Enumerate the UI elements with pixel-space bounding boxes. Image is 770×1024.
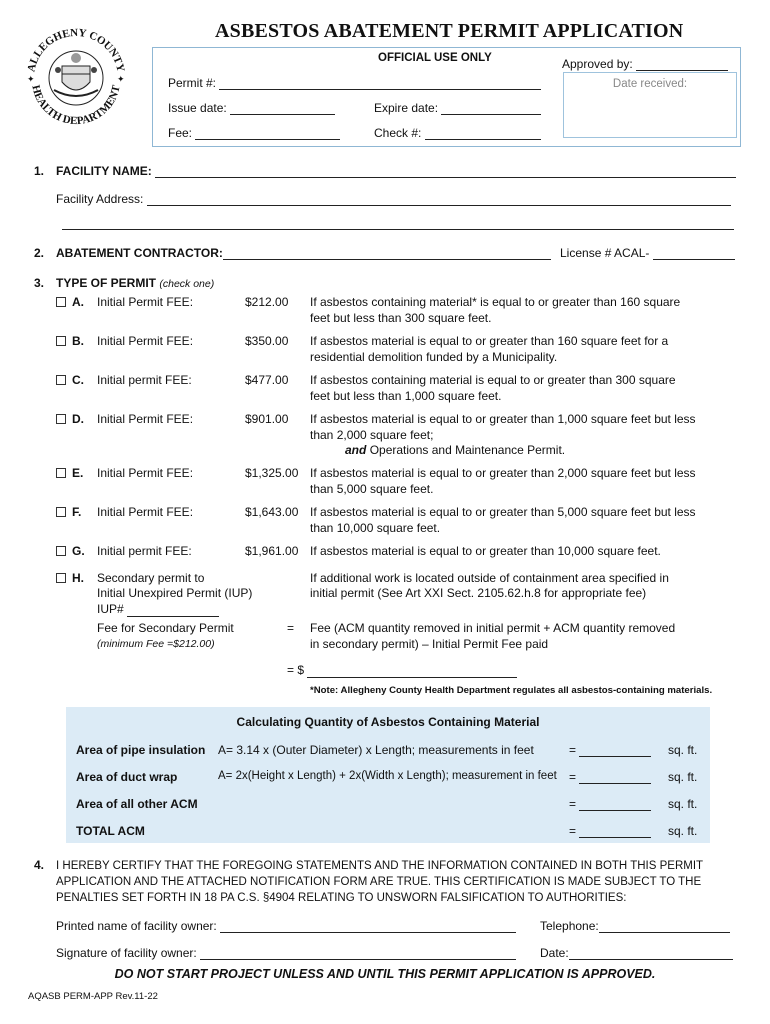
option-a-desc-2: feet but less than 300 square feet. (310, 311, 492, 325)
secondary-total-field[interactable] (307, 677, 517, 678)
date-label: Date: (540, 946, 569, 960)
option-e-checkbox-row[interactable] (56, 465, 83, 481)
date-field[interactable] (569, 959, 733, 960)
section-1-number: 1. (34, 164, 45, 178)
option-e-label: Initial Permit FEE: (97, 466, 194, 480)
option-e-fee: $1,325.00 (245, 466, 299, 480)
certify-line-1: I HEREBY CERTIFY THAT THE FOREGOING STATEMENTS AND THE INFORMATION CONTAINED IN BOTH THIS PERMIT (56, 860, 704, 872)
option-d-checkbox-row[interactable] (56, 411, 84, 427)
option-d-label: Initial Permit FEE: (97, 412, 194, 426)
permit-number-label: Permit #: (168, 76, 217, 90)
check-number-field[interactable] (425, 139, 541, 140)
fee-label: Fee: (168, 126, 193, 140)
secondary-fee-label: Fee for Secondary Permit (97, 621, 234, 635)
approved-by-label: Approved by: (562, 57, 633, 71)
facility-address-label: Facility Address: (56, 192, 144, 206)
total-acm-label: TOTAL ACM (76, 824, 145, 838)
check-number-label: Check #: (374, 126, 422, 140)
approved-by-field[interactable] (636, 70, 728, 71)
option-f-checkbox-row[interactable] (56, 504, 81, 520)
option-d-fee: $901.00 (245, 412, 289, 426)
total-acm-unit: sq. ft. (668, 824, 698, 838)
option-b-desc-1: If asbestos material is equal to or greater than 160 square feet for a (310, 334, 669, 348)
pipe-insulation-formula: A= 3.14 x (Outer Diameter) x Length; measurements in feet (218, 743, 534, 757)
date-received-label: Date received: (612, 78, 688, 90)
duct-wrap-equals: = (569, 770, 577, 784)
iup-field[interactable] (127, 616, 219, 617)
minimum-fee-note: (minimum Fee =$212.00) (97, 638, 215, 650)
option-c-letter: C. (72, 373, 84, 387)
option-h-checkbox[interactable] (56, 573, 66, 583)
total-acm-equals: = (569, 824, 577, 838)
duct-wrap-field[interactable] (579, 783, 651, 784)
issue-date-field[interactable] (230, 114, 335, 115)
section-3-number: 3. (34, 276, 45, 290)
printed-name-label: Printed name of facility owner: (56, 919, 217, 933)
option-f-desc-2: than 10,000 square feet. (310, 521, 441, 535)
option-c-desc-1: If asbestos containing material is equal to or greater than 300 square (310, 373, 676, 387)
signature-field[interactable] (200, 959, 516, 960)
section-2-number: 2. (34, 246, 45, 260)
option-b-checkbox-row[interactable] (56, 333, 84, 349)
seal-top-text: ALLEGHENY COUNTY (25, 26, 127, 74)
option-h-line-2: Initial Unexpired Permit (IUP) (97, 586, 253, 600)
option-e-desc-1: If asbestos material is equal to or greater than 2,000 square feet but less (310, 466, 696, 480)
option-a-label: Initial Permit FEE: (97, 295, 194, 309)
option-h-line-1: Secondary permit to (97, 571, 205, 585)
pipe-insulation-unit: sq. ft. (668, 743, 698, 757)
option-b-fee: $350.00 (245, 334, 289, 348)
form-title: ASBESTOS ABATEMENT PERMIT APPLICATION (215, 20, 684, 42)
certify-line-2: APPLICATION AND THE ATTACHED NOTIFICATION FORM ARE TRUE. THIS CERTIFICATION IS MADE SUBJECT TO THE (56, 876, 702, 888)
license-label: License # ACAL- (560, 246, 650, 260)
contractor-label: ABATEMENT CONTRACTOR: (56, 246, 223, 260)
option-g-checkbox-row[interactable] (56, 543, 85, 559)
option-a-letter: A. (72, 295, 84, 309)
option-f-label: Initial Permit FEE: (97, 505, 194, 519)
secondary-total-prefix: = $ (287, 663, 305, 677)
other-acm-equals: = (569, 797, 577, 811)
svg-text:✦: ✦ (27, 74, 35, 84)
county-seal (18, 18, 134, 134)
option-c-checkbox[interactable] (56, 375, 66, 385)
acm-calculation-box (66, 707, 710, 843)
option-a-desc-1: If asbestos containing material* is equal to or greater than 160 square (310, 295, 681, 309)
option-e-checkbox[interactable] (56, 468, 66, 478)
asbestos-note: *Note: Allegheny County Health Department regulates all asbestos-containing materials. (310, 685, 713, 696)
option-a-checkbox[interactable] (56, 297, 66, 307)
section-4-number: 4. (34, 858, 45, 872)
option-f-letter: F. (72, 505, 82, 519)
pipe-insulation-equals: = (569, 743, 577, 757)
option-h-desc-2: initial permit (See Art XXI Sect. 2105.62.h.8 for appropriate fee) (310, 586, 647, 600)
duct-wrap-label: Area of duct wrap (76, 770, 178, 784)
option-a-fee: $212.00 (245, 295, 289, 309)
fee-field[interactable] (195, 139, 340, 140)
option-h-desc-1: If additional work is located outside of containment area specified in (310, 571, 669, 585)
permit-number-field[interactable] (219, 89, 541, 90)
iup-label: IUP# (97, 602, 124, 616)
official-use-box (152, 47, 741, 147)
secondary-fee-desc-2: in secondary permit) – Initial Permit Fee paid (310, 637, 549, 651)
option-g-fee: $1,961.00 (245, 544, 299, 558)
option-g-label: Initial permit FEE: (97, 544, 192, 558)
option-d-desc-3: Operations and Maintenance Permit. (369, 443, 566, 457)
option-c-fee: $477.00 (245, 373, 289, 387)
option-g-desc-1: If asbestos material is equal to or greater than 10,000 square feet. (310, 544, 661, 558)
option-b-letter: B. (72, 334, 84, 348)
other-acm-field[interactable] (579, 810, 651, 811)
duct-wrap-unit: sq. ft. (668, 770, 698, 784)
telephone-label: Telephone: (540, 919, 599, 933)
date-received-box[interactable] (563, 72, 737, 138)
form-revision: AQASB PERM-APP Rev.11-22 (28, 991, 158, 1002)
total-acm-field[interactable] (579, 837, 651, 838)
option-b-desc-2: residential demolition funded by a Municipality. (310, 350, 558, 364)
option-f-fee: $1,643.00 (245, 505, 299, 519)
pipe-insulation-label: Area of pipe insulation (76, 743, 206, 757)
option-b-label: Initial Permit FEE: (97, 334, 194, 348)
option-g-checkbox[interactable] (56, 546, 66, 556)
seal-bottom-text: HEALTH DEPARTMENT (29, 83, 123, 128)
secondary-fee-equals: = (287, 621, 295, 635)
option-d-and: and (345, 443, 367, 457)
expire-date-label: Expire date: (374, 101, 439, 115)
facility-name-label: FACILITY NAME: (56, 164, 152, 178)
secondary-fee-desc-1: Fee (ACM quantity removed in initial permit + ACM quantity removed (310, 621, 676, 635)
option-a-checkbox-row[interactable] (56, 294, 84, 310)
option-c-label: Initial permit FEE: (97, 373, 192, 387)
duct-wrap-formula: A= 2x(Height x Length) + 2x(Width x Length); measurement in feet (218, 770, 557, 782)
other-acm-unit: sq. ft. (668, 797, 698, 811)
other-acm-label: Area of all other ACM (76, 797, 198, 811)
option-d-checkbox[interactable] (56, 414, 66, 424)
option-c-desc-2: feet but less than 1,000 square feet. (310, 389, 502, 403)
expire-date-field[interactable] (441, 114, 541, 115)
option-h-letter: H. (72, 571, 84, 585)
option-f-checkbox[interactable] (56, 507, 66, 517)
pipe-insulation-field[interactable] (579, 756, 651, 757)
facility-name-field[interactable] (155, 177, 736, 178)
printed-name-field[interactable] (220, 932, 516, 933)
approval-warning: DO NOT START PROJECT UNLESS AND UNTIL THIS PERMIT APPLICATION IS APPROVED. (114, 967, 656, 981)
official-use-header: OFFICIAL USE ONLY (378, 52, 492, 64)
option-f-desc-1: If asbestos material is equal to or greater than 5,000 square feet but less (310, 505, 696, 519)
contractor-field[interactable] (223, 259, 551, 260)
option-b-checkbox[interactable] (56, 336, 66, 346)
signature-label: Signature of facility owner: (56, 946, 197, 960)
option-e-desc-2: than 5,000 square feet. (310, 482, 434, 496)
option-e-letter: E. (72, 466, 84, 480)
issue-date-label: Issue date: (168, 101, 227, 115)
acm-calculation-title: Calculating Quantity of Asbestos Containing Material (236, 715, 540, 729)
license-field[interactable] (653, 259, 735, 260)
option-h-checkbox-row[interactable] (56, 570, 84, 586)
option-d-desc-2: than 2,000 square feet; (310, 428, 434, 442)
telephone-field[interactable] (599, 932, 730, 933)
option-c-checkbox-row[interactable] (56, 372, 84, 388)
certify-line-3: PENALTIES SET FORTH IN 18 PA C.S. §4904 RELATING TO UNSWORN FALSIFICATION TO AUTHORITIES: (56, 892, 627, 904)
option-g-letter: G. (72, 544, 85, 558)
facility-address-field-2[interactable] (62, 216, 734, 230)
check-one-note: (check one) (159, 278, 215, 290)
permit-type-title: TYPE OF PERMIT (56, 276, 157, 290)
option-d-desc-1: If asbestos material is equal to or greater than 1,000 square feet but less (310, 412, 696, 426)
facility-address-field[interactable] (147, 205, 731, 206)
svg-text:✦: ✦ (117, 74, 125, 84)
option-d-letter: D. (72, 412, 84, 426)
